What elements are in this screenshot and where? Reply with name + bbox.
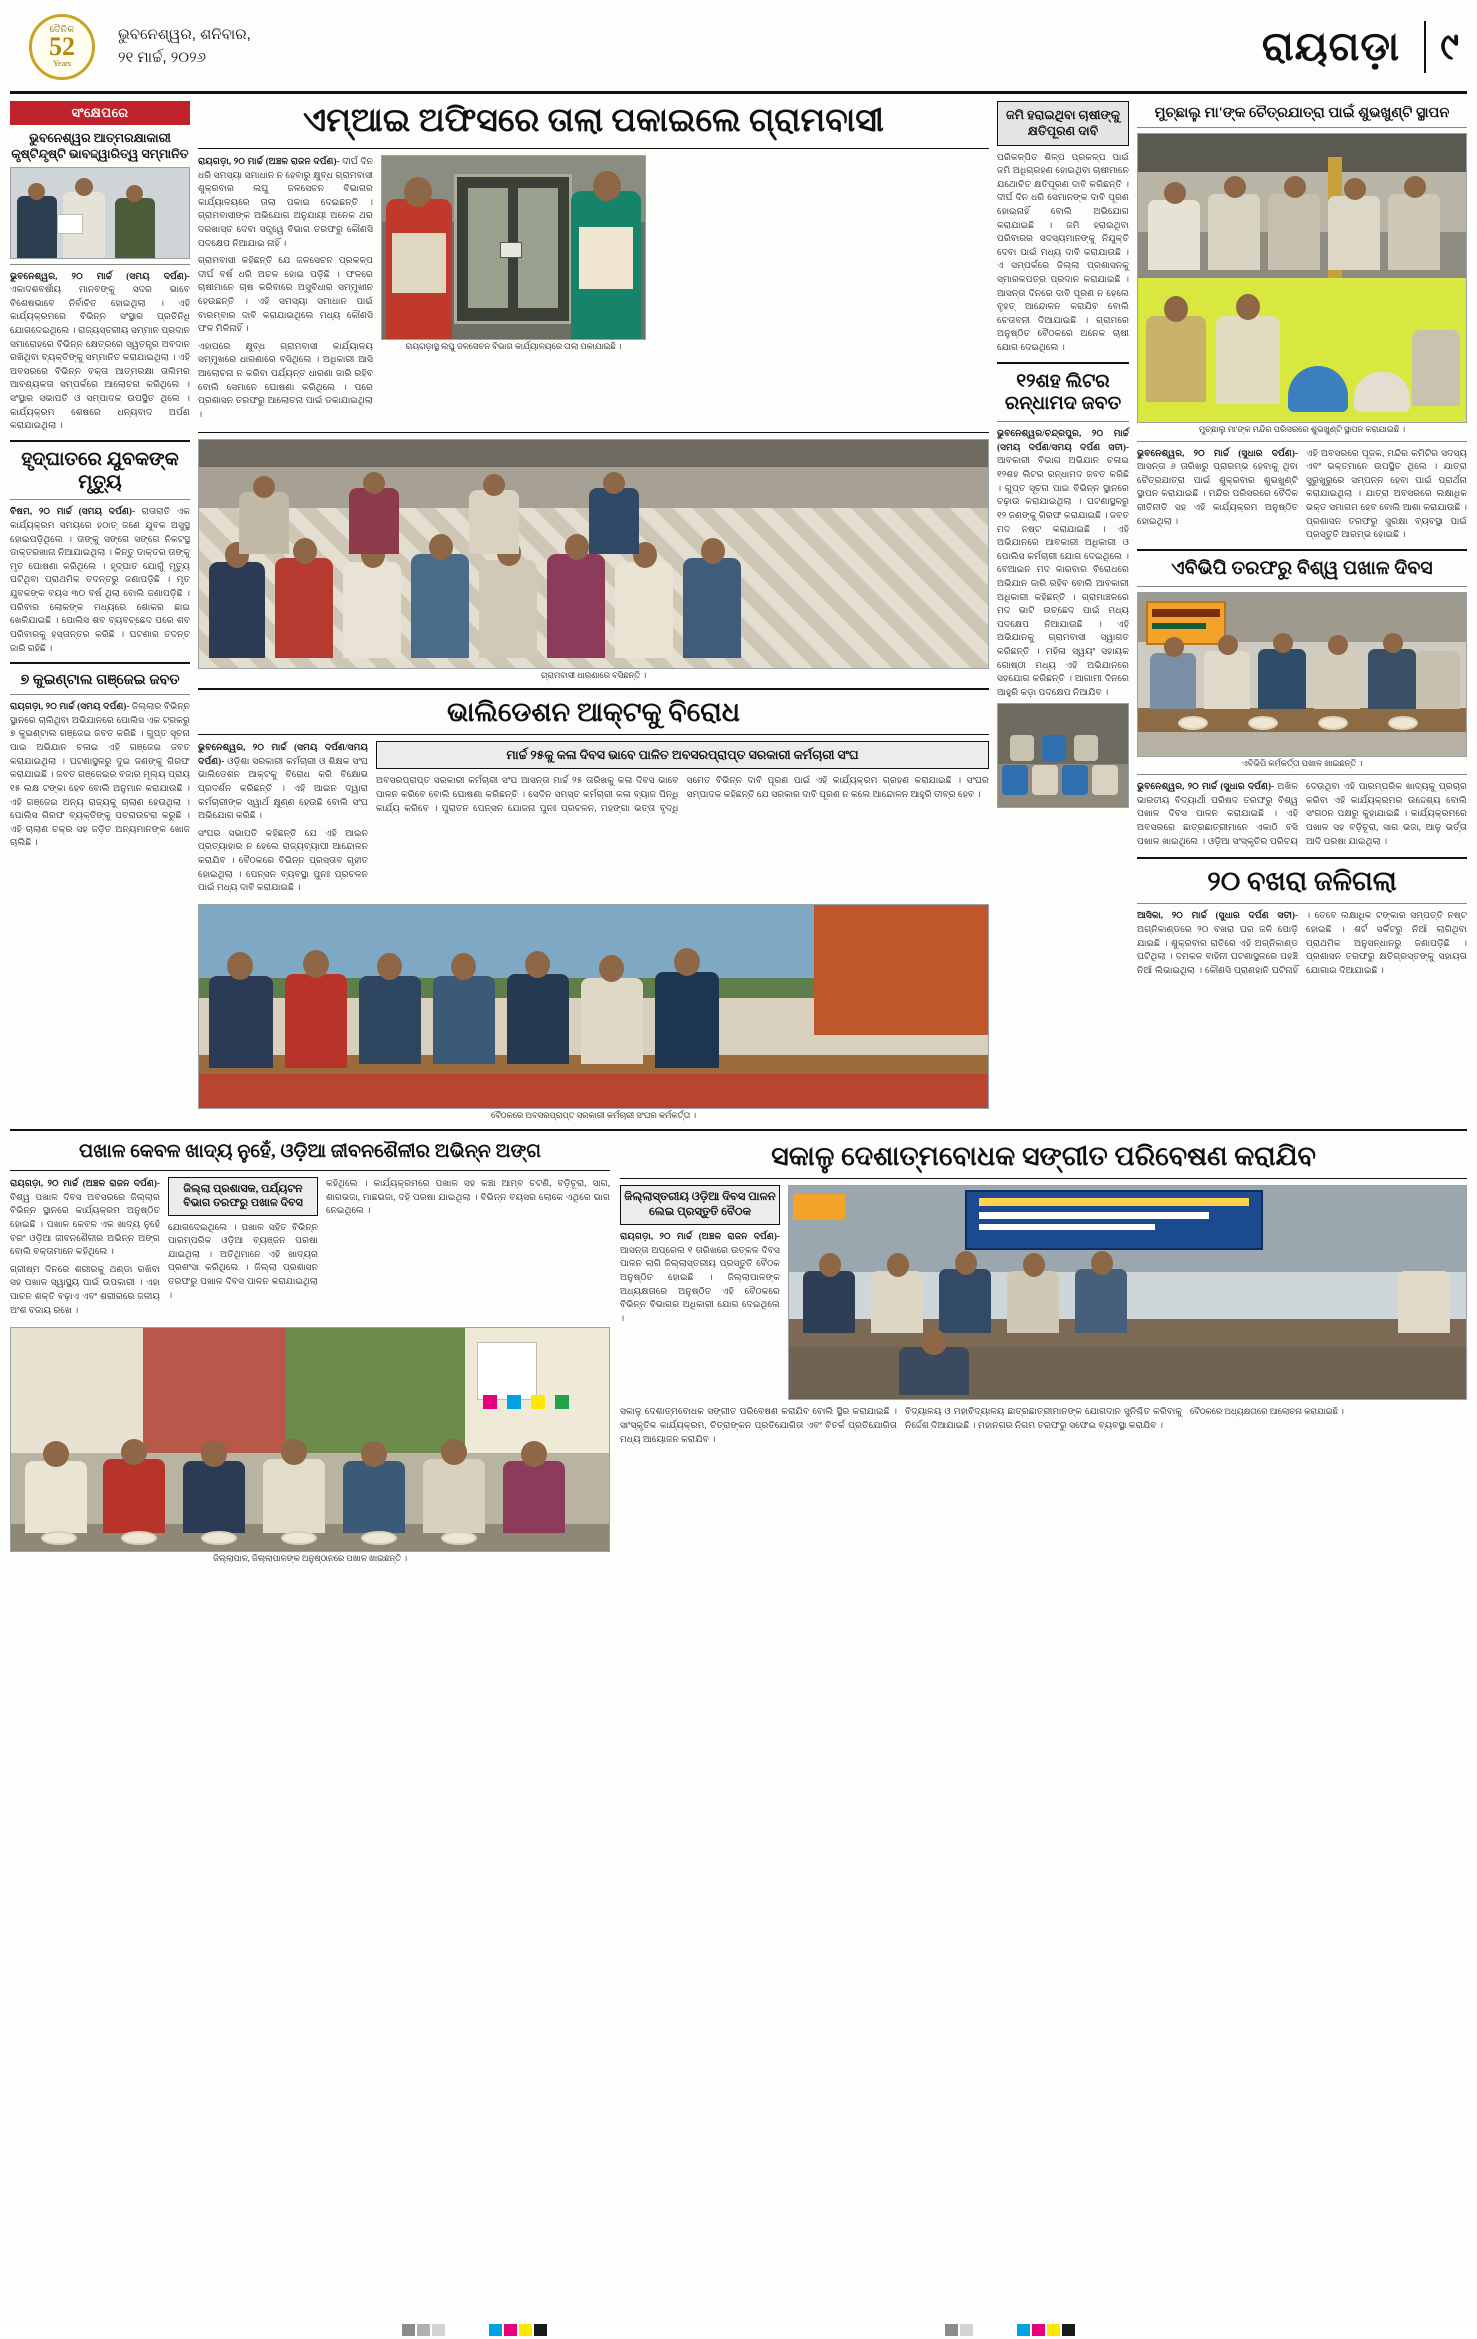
logo-years-label: Years [53,59,71,68]
color-swatch [417,2324,430,2336]
page-number: ୯ [1440,25,1459,68]
right-column [1137,101,1467,1121]
collector-pakhala-body: ଯୋଗଦେଇଥିଲେ । ପଖାଳ ସହିତ ବିଭିନ୍ନ ପାରମ୍ପରିକ ଓଡ଼ିଆ ବ୍ୟଞ୍ଜନ ପରଷା ଯାଇଥିଲା । ଅତିଥିମାନେ ଏହି ଖାଦ୍ୟର ପ୍ରଶଂସା କରିଥିଲେ । ଜିଲ୍ଲା ପ୍ରଶାସନ ତରଫରୁ ପଖାଳ ଦିବସ ପାଳନ କରାଯାଇଥିଲା । [168,1221,318,1300]
pakhala-feature [10,1138,610,1564]
lead-headline: ଏମ୍‌ଆଇ ଅଫିସରେ ତାଲା ପକାଇଲେ ଗ୍ରାମବାସୀ [303,103,884,139]
validation-photo-caption: ବୈଠକରେ ଅବସରପ୍ରାପ୍ତ ସରକାରୀ କର୍ମଚାରୀ ସଂଘର କର୍ମକର୍ତ୍ତା । [491,1110,696,1120]
utkal-divas-headline: ସକାଳୁ ଦେଶାତ୍ମବୋଧକ ସଙ୍ଗୀତ ପରିବେଷଣ କରାଯିବ [771,1141,1316,1172]
lead-photo-caption-1: ରାୟଗଡ଼ାସ୍ଥ ଲଘୁ ଜଳସେଚନ ବିଭାଗ କାର୍ଯ୍ୟାଳୟରେ ତାଲା ପକାଯାଇଛି । [405,341,622,351]
fire-headline: ୨୦ ବଖରା ଜଳିଗଲା [1207,866,1397,897]
chaitra-yatra-body: ଭୁବନେଶ୍ୱର, ୨୦ ମାର୍ଚ୍ଚ (ସୁଧାର ଦର୍ପଣ)- ଆସନ୍ତା ୬ ତାରିଖରୁ ପ୍ରାରମ୍ଭ ହେବାକୁ ଥିବା ଚୈତ୍ରଯାତ୍ରା ପାଇଁ ଶୁକ୍ରବାର ଶୁଭଖୁଣ୍ଟି ସ୍ଥାପନ କରାଯାଇଛି । ମନ୍ଦିର ପରିସରରେ ବୈଦିକ ରୀତିନୀତି ସହ ଏହି କାର୍ଯ୍ୟକ୍ରମ ଅନୁଷ୍ଠିତ ହୋଇଥିଲା । ଏହି ଅବସରରେ ପୂଜକ, ମନ୍ଦିର କମିଟିର ସଦସ୍ୟ ଏବଂ ଭକ୍ତମାନେ ଉପସ୍ଥିତ ଥିଲେ । ଯାତ୍ରା ସୁରୁଖୁରୁରେ ସମ୍ପନ୍ନ ହେବା ପାଇଁ ପ୍ରାର୍ଥନା କରାଯାଇଥିଲା । ଯାତ୍ରା ଅବସରରେ ଲକ୍ଷାଧିକ ଭକ୍ତ ସମାଗମ ହେବ ବୋଲି ଆଶା କରାଯାଉଛି । ପ୍ରଶାସନ ତରଫରୁ ସୁରକ୍ଷା ବ୍ୟବସ୍ଥା ପାଇଁ ପ୍ରସ୍ତୁତି ଆରମ୍ଭ ହୋଇଛି । [1137,447,1467,540]
left-sidebar-column [10,101,190,1121]
color-swatch [504,2324,517,2336]
masthead-place-date-line1: ଭୁବନେଶ୍ୱର, ଶନିବାର, [118,26,251,43]
pakhala-feature-photo [10,1327,610,1552]
liquor-headline: ୧୨ଶହ ଲିଟର ରନ୍ଧାମଦ ଜବତ [1004,370,1122,415]
pakhala-feature-caption: ଜିଲ୍ଲାପାଳ, ଜିଲ୍ଲାପାଳଙ୍କ ଅନୁଷ୍ଠାନରେ ପଖାଳ ଖାଇଛନ୍ତି । [213,1554,407,1564]
publication-logo [10,12,114,82]
pakhala-day-body: ଭୁବନେଶ୍ୱର, ୨୦ ମାର୍ଚ୍ଚ (ସୁଧାର ଦର୍ପଣ)- ଅଖିଳ ଭାରତୀୟ ବିଦ୍ୟାର୍ଥୀ ପରିଷଦ ତରଫରୁ ବିଶ୍ୱ ପଖାଳ ଦିବସ ପାଳନ କରାଯାଇଛି । ଏହି ଅବସରରେ ଛାତ୍ରଛାତ୍ରୀମାନେ ଏକାଠି ବସି ପଖାଳ ଖାଇଥିଲେ । ଓଡ଼ିଆ ସଂସ୍କୃତିର ପରିଚୟ ଦେଉଥିବା ଏହି ପାରମ୍ପରିକ ଖାଦ୍ୟକୁ ପ୍ରଚାର କରିବା ଏହି କାର୍ଯ୍ୟକ୍ରମର ଉଦ୍ଦେଶ୍ୟ ବୋଲି ସଂଗଠନ ପକ୍ଷରୁ କୁହାଯାଇଛି । କାର୍ଯ୍ୟକ୍ରମରେ ପଖାଳ ସହ ବଡ଼ିଚୂରା, ସାଗ ଭଜା, ଆଳୁ ଭର୍ତ୍ତା ଆଦି ପରଷା ଯାଇଥିଲା । [1137,781,1467,846]
utkal-divas-box [620,1185,780,1225]
color-swatch [1017,2324,1030,2336]
chaitra-yatra-photo [1137,133,1467,423]
print-registration-bar [0,2321,1477,2339]
fire-body: ଆସିକା, ୨୦ ମାର୍ଚ୍ଚ (ସୁଧାର ଦର୍ପଣ ସତୀ)- ଅଗ୍ନିକାଣ୍ଡରେ ୨୦ ବଖରା ଘର ଜଳି ପୋଡ଼ି ଯାଇଛି । ଶୁକ୍ରବାର ରାତିରେ ଏହି ଅଗ୍ନିକାଣ୍ଡ ଘଟିଥିଲା । ଦମକଳ ବାହିନୀ ଘଟଣାସ୍ଥଳରେ ପହଞ୍ଚି ନିଆଁ ଲିଭାଇଥିଲା । କୌଣସି ପ୍ରାଣହାନି ଘଟିନାହିଁ । ତେବେ ଲକ୍ଷାଧିକ ଟଙ୍କାର ସମ୍ପତ୍ତି ନଷ୍ଟ ହୋଇଛି । ଶର୍ଟ ସର୍କିଟରୁ ନିଆଁ ଲାଗିଥିବା ପ୍ରାଥମିକ ଅନୁସନ୍ଧାନରୁ ଜଣାପଡ଼ିଛି । ପ୍ରଶାସନ ତରଫରୁ କ୍ଷତିଗ୍ରସ୍ତଙ୍କୁ ସହାୟତା ଯୋଗାଇ ଦିଆଯାଇଛି । [1137,910,1467,975]
ganja-seizure-headline: ୭ କୁଇଣ୍ଟାଲ ଗଞ୍ଜେଇ ଜବତ [20,672,180,689]
validation-headline: ଭାଲିଡେଶନ ଆକ୍ଟକୁ ବିରୋଧ [446,697,741,728]
collector-pakhala-box [168,1177,318,1216]
main-columns [198,101,989,1121]
color-swatch [1047,2324,1060,2336]
chaitra-yatra-headline: ମୁଚ୍ଛାଲୁ ମା'ଙ୍କ ଚୈତ୍ରଯାତ୍ରା ପାଇଁ ଶୁଭଖୁଣ୍ଟି ସ୍ଥାପନ [1154,105,1450,121]
utkal-divas-body-col2: ସକାଳୁ ଦେଶାତ୍ମବୋଧକ ସଙ୍ଗୀତ ପରିବେଷଣ କରାଯିବ ବୋଲି ସ୍ଥିର କରାଯାଇଛି । ସାଂସ୍କୃତିକ କାର୍ଯ୍ୟକ୍ରମ, ଚିତ୍ରାଙ୍କନ ପ୍ରତିଯୋଗିତା ଏବଂ ବିତର୍କ ପ୍ରତିଯୋଗିତା ମଧ୍ୟ ଆୟୋଜନ କରାଯିବ । [620,1406,897,1444]
color-swatch [534,2324,547,2336]
briefs-section-tag: ସଂକ୍ଷେପରେ [10,101,190,125]
brief-photo [10,167,190,259]
ganja-seizure-body: ରାୟଗଡ଼ା, ୨୦ ମାର୍ଚ୍ଚ (ସମୟ ଦର୍ପଣ)- ଜିଲ୍ଲାର ବିଭିନ୍ନ ସ୍ଥାନରେ ଚାଲିଥିବା ଅଭିଯାନରେ ପୋଲିସ ଏକ ଟ୍ରକରୁ ୭ କୁଇଣ୍ଟାଲ ଗଞ୍ଜେଇ ଜବତ କରିଛି । ଗୁପ୍ତ ସୂଚନା ପାଇ ଅଭିଯାନ ଚଳାଇ ଏହି ଗଞ୍ଜେଇ ଜବତ କରାଯାଇଥିଲା । ଘଟଣାସ୍ଥଳରୁ ଦୁଇ ଜଣଙ୍କୁ ଗିରଫ କରାଯାଇଛି । ଜବତ ଗଞ୍ଜେଇର ବଜାର ମୂଲ୍ୟ ପ୍ରାୟ ୧୫ ଲକ୍ଷ ଟଙ୍କା ହେବ ବୋଲି ଅନୁମାନ କରାଯାଉଛି । ଏହି ଗଞ୍ଜେଇ ଅନ୍ୟ ରାଜ୍ୟକୁ ଚାଲାଣ ହେଉଥିଲା । ପୋଲିସ ଗିରଫ ବ୍ୟକ୍ତିଙ୍କୁ ପଚରାଉଚରା କରୁଛି । ଏହି ଚାଲାଣ ଚକ୍ର ସହ ଜଡ଼ିତ ଅନ୍ୟମାନଙ୍କ ଖୋଜ ଚାଲିଛି । [10,701,191,848]
march-blackday-headline: ମାର୍ଚ୍ଚ ୨୫କୁ କଳା ଦିବସ ଭାବେ ପାଳିତ ଅବସରପ୍ରାପ୍ତ ସରକାରୀ କର୍ମଚାରୀ ସଂଘ [506,748,859,763]
bottom-section [10,1138,1467,1564]
masthead [10,8,1467,94]
lead-story [198,103,989,426]
color-swatch [945,2324,958,2336]
masthead-divider [1424,21,1426,73]
edition-name: ରାୟଗଡ଼ା [1261,24,1401,69]
pakhala-day-headline: ଏବିଭିପି ତରଫରୁ ବିଶ୍ୱ ପଖାଳ ଦିବସ [1171,557,1433,579]
utkal-divas-body-col1: ରାୟଗଡ଼ା, ୨୦ ମାର୍ଚ୍ଚ (ଅଞ୍ଚଳ ରାଜନ ଦର୍ପଣ)- ଆସନ୍ତା ଅପ୍ରେଲ ୧ ତାରିଖରେ ଉତ୍କଳ ଦିବସ ପାଳନ ଲାଗି ଜିଲ୍ଲାସ୍ତରୀୟ ପ୍ରସ୍ତୁତି ବୈଠକ ଅନୁଷ୍ଠିତ ହୋଇଛି । ଜିଲ୍ଲାପାଳଙ୍କ ଅଧ୍ୟକ୍ଷତାରେ ଅନୁଷ୍ଠିତ ଏହି ବୈଠକରେ ବିଭିନ୍ନ ବିଭାଗର ଅଧିକାରୀ ଯୋଗ ଦେଇଥିଲେ । [620,1231,780,1323]
pakhala-day-caption: ଏବିଭିପି କର୍ମକର୍ତ୍ତା ପଖାଳ ଖାଇଛନ୍ତି । [1241,758,1363,768]
brief-body: ଭୁବନେଶ୍ୱର, ୨୦ ମାର୍ଚ୍ଚ (ସମୟ ଦର୍ପଣ)- ଏକାଦଶବର୍ଷୀୟ ମାନବଙ୍କୁ ସଦର ଭାବେ ବିଶେଷଭାବେ ନିର୍ବାଚିତ ହୋଇଥିଲା । ଏହି କାର୍ଯ୍ୟକ୍ରମରେ ବିଭିନ୍ନ ସଂସ୍ଥାର ପ୍ରତିନିଧି ଯୋଗଦେଇଥିଲେ । ରାଜ୍ୟସ୍ତରୀୟ ସମ୍ମାନ ପ୍ରଦାନ ସମାରୋହରେ ବିଭିନ୍ନ କ୍ଷେତ୍ରରେ ସ୍ୱତନ୍ତ୍ର ଅବଦାନ ରଖିଥିବା ବ୍ୟକ୍ତିଙ୍କୁ ସମ୍ମାନିତ କରାଯାଇଥିଲା । ଏହି ଅବସରରେ ବିଭିନ୍ନ ବକ୍ତା ଆତ୍ମରକ୍ଷା ତାଲିମର ଆବଶ୍ୟକତା ସମ୍ପର୍କରେ ଆଲୋଚନା କରିଥିଲେ । ସଂସ୍ଥାର ସଭାପତି ଓ ସମ୍ପାଦକ ଉପସ୍ଥିତ ଥିଲେ । କାର୍ଯ୍ୟକ୍ରମ ଶେଷରେ ଧନ୍ୟବାଦ ଅର୍ପଣ କରାଯାଇଥିଲା । [10,270,190,431]
lead-photo-protest-group [198,439,989,669]
chaitra-yatra-caption: ମୁଚ୍ଛାଲୁ ମା'ଙ୍କ ମନ୍ଦିର ପରିସରରେ ଶୁଭଖୁଣ୍ଟି ସ୍ଥାପନ କରାଯାଇଛି । [1198,425,1406,435]
brief-headline: ଭୁବନେଶ୍ୱର ଆତ୍ମରକ୍ଷାକାରୀ କୃଷ୍ଟିନ୍ଦୃଷ୍ଟି ଭାବଦ୍ଦ୍ୱାରିତ୍ୱ ସମ୍ମାନିତ [11,131,189,162]
obituary-body: ବିଷମ, ୨୦ ମାର୍ଚ୍ଚ (ସମୟ ଦର୍ପଣ)- ରାତାରାତି ଏକ କାର୍ଯ୍ୟକ୍ରମ ସମୟରେ ହଠାତ୍‌ ଜଣେ ଯୁବକ ଅସୁସ୍ଥ ହୋଇପଡ଼ିଥିଲେ । ତାଙ୍କୁ ସଙ୍ଗେ ସଙ୍ଗେ ନିକଟସ୍ଥ ଡାକ୍ତରଖାନା ନିଆଯାଇଥିଲା । କିନ୍ତୁ ଡାକ୍ତର ତାଙ୍କୁ ମୃତ ଘୋଷଣା କରିଥିଲେ । ହୃଦ୍‌ଘାତ ଯୋଗୁଁ ମୃତ୍ୟୁ ଘଟିଥିବା ପ୍ରାଥମିକ ତଦନ୍ତରୁ ଜଣାପଡ଼ିଛି । ମୃତ ଯୁବକଙ୍କ ବୟସ ୩୦ ବର୍ଷ ଥିଲା ବୋଲି ଜଣାପଡ଼ିଛି । ପରିବାର ଲୋକଙ୍କ ମଧ୍ୟରେ ଶୋକର ଛାଇ ଖେଳିଯାଇଛି । ପୋଲିସ ଶବ ବ୍ୟବଚ୍ଛେଦ ପରେ ଶବ ପରିବାରକୁ ହସ୍ତାନ୍ତର କରିଛି । ଘଟଣାର ତଦନ୍ତ ଜାରି ରହିଛି । [10,506,190,653]
validation-body-col1: ଭୁବନେଶ୍ୱର, ୨୦ ମାର୍ଚ୍ଚ (ସମୟ ଦର୍ପଣ/ସମୟ ଦର୍ପଣ)- ଓଡ଼ିଶା ସରକାରୀ କର୍ମଚାରୀ ଓ ଶିକ୍ଷକ ସଂଘ ଭାଲିଡେଶନ ଆକ୍ଟକୁ ବିରୋଧ କରି ବିକ୍ଷୋଭ ପ୍ରଦର୍ଶନ କରିଛନ୍ତି । ଏହି ଆଇନ ଦ୍ୱାରା କର୍ମଚାରୀଙ୍କ ସ୍ୱାର୍ଥ କ୍ଷୁଣ୍ଣ ହେଉଛି ବୋଲି ସଂଘ ଅଭିଯୋଗ କରିଛି । ସଂଘର ସଭାପତି କହିଛନ୍ତି ଯେ ଏହି ଆଇନ ପ୍ରତ୍ୟାହାର ନ ହେଲେ ରାଜ୍ୟବ୍ୟାପୀ ଆନ୍ଦୋଳନ କରାଯିବ । ବୈଠକରେ ବିଭିନ୍ନ ପ୍ରସ୍ତାବ ଗୃହୀତ ହୋଇଥିଲା । ପେନ୍‌ସନ ବ୍ୟବସ୍ଥା ପୁନଃ ପ୍ରଚଳନ ପାଇଁ ମଧ୍ୟ ଦାବି କରାଯାଇଛି । [198,742,368,893]
march-blackday-body: ଅବସରପ୍ରାପ୍ତ ସରକାରୀ କର୍ମଚାରୀ ସଂଘ ଆସନ୍ତା ମାର୍ଚ୍ଚ ୨୫ ତାରିଖକୁ କଳା ଦିବସ ଭାବେ ପାଳନ କରିବେ ବୋଲି ଘୋଷଣା କରିଛନ୍ତି । ସେଦିନ ସମସ୍ତ କର୍ମଚାରୀ କଳା ବ୍ୟାଜ ପିନ୍ଧି କାର୍ଯ୍ୟ କରିବେ । ପୁରାତନ ପେନ୍‌ସନ ଯୋଜନା ପୁନଃ ପ୍ରଚଳନ, ମହଙ୍ଗା ଭତ୍ତା ବୃଦ୍ଧି ସମେତ ବିଭିନ୍ନ ଦାବି ପୂରଣ ପାଇଁ ଏହି କାର୍ଯ୍ୟକ୍ରମ ଗ୍ରହଣ କରାଯାଇଛି । ସଂଘର ସମ୍ପାଦକ କହିଛନ୍ତି ଯେ ସରକାର ଦାବି ପୂରଣ ନ କଲେ ଆନ୍ଦୋଳନ ଆହୁରି ତୀବ୍ର ହେବ । [376,775,989,813]
utkal-divas-body-col3: ବିଦ୍ୟାଳୟ ଓ ମହାବିଦ୍ୟାଳୟ ଛାତ୍ରଛାତ୍ରୀମାନଙ୍କ ଯୋଗଦାନ ସୁନିଶ୍ଚିତ କରିବାକୁ ନିର୍ଦ୍ଦେଶ ଦିଆଯାଇଛି । ମହାନଗର ନିଗମ ତରଫରୁ ସଫେଇ ବ୍ୟବସ୍ଥା କରାଯିବ । [905,1406,1182,1430]
pakhala-day-photo [1137,592,1467,757]
land-compensation-body: ପରିକଳ୍ପିତ ଶିଳ୍ପ ପ୍ରକଳ୍ପ ପାଇଁ ଜମି ଅଧିଗ୍ରହଣ ହୋଇଥିବା ଚାଷୀମାନେ ଯଥୋଚିତ କ୍ଷତିପୂରଣ ଦାବି କରିଛନ୍ତି । ଦୀର୍ଘ ଦିନ ଧରି ସେମାନଙ୍କ ଦାବି ପୂରଣ ହୋଇନାହିଁ ବୋଲି ଅଭିଯୋଗ କରାଯାଇଛି । ଜମି ହରାଇଥିବା ପରିବାରର ସଦସ୍ୟମାନଙ୍କୁ ନିଯୁକ୍ତି ଦେବା ପାଇଁ ମଧ୍ୟ ଦାବି କରାଯାଉଛି । ଏ ସମ୍ପର୍କରେ ଜିଲ୍ଲା ପ୍ରଶାସନକୁ ସ୍ମାରକପତ୍ର ପ୍ରଦାନ କରାଯାଇଛି । ଆସନ୍ତା ଦିନରେ ଦାବି ପୂରଣ ନ ହେଲେ ବୃହତ୍‌ ଆନ୍ଦୋଳନ କରାଯିବ ବୋଲି ଚେତାବନୀ ଦିଆଯାଇଛି । ଗ୍ରାମରେ ଅନୁଷ୍ଠିତ ବୈଠକରେ ଅନେକ ଚାଷୀ ଯୋଗ ଦେଇଥିଲେ । [997,151,1129,353]
pakhala-feature-body-col1: ରାୟଗଡ଼ା, ୨୦ ମାର୍ଚ୍ଚ (ଅଞ୍ଚଳ ରାଜନ ଦର୍ପଣ)- ବିଶ୍ୱ ପଖାଳ ଦିବସ ଅବସରରେ ଜିଲ୍ଲାର ବିଭିନ୍ନ ସ୍ଥାନରେ କାର୍ଯ୍ୟକ୍ରମ ଅନୁଷ୍ଠିତ ହୋଇଛି । ପଖାଳ କେବଳ ଏକ ଖାଦ୍ୟ ନୁହେଁ ବରଂ ଓଡ଼ିଆ ଜୀବନଶୈଳୀର ଅଭିନ୍ନ ଅଙ୍ଗ ବୋଲି ବକ୍ତାମାନେ କହିଥିଲେ । ଗ୍ରୀଷ୍ମ ଦିନରେ ଶରୀରକୁ ଥଣ୍ଡା ରଖିବା ସହ ପଖାଳ ସ୍ୱାସ୍ଥ୍ୟ ପାଇଁ ଉପକାରୀ । ଏହା ପାଚନ ଶକ୍ତି ବଢ଼ାଏ ଏବଂ ଶରୀରରେ ଜଳୀୟ ଅଂଶ ବଜାୟ ରଖେ । [10,1178,160,1315]
land-compensation-headline: ଜମି ହରାଇଥିବା ଚାଷୀଙ୍କୁ କ୍ଷତିପୂରଣ ଦାବି [1005,108,1121,139]
lead-body-col1: ରାୟଗଡ଼ା, ୨୦ ମାର୍ଚ୍ଚ (ଅଞ୍ଚଳ ରାଜନ ଦର୍ପଣ)- ଦୀର୍ଘ ଦିନ ଧରି ସମସ୍ୟା ସମାଧାନ ନ ହେବାରୁ କ୍ଷୁବ୍ଧ ଗ୍ରାମବାସୀ ଶୁକ୍ରବାର ଲଘୁ ଜଳସେଚନ ବିଭାଗର କାର୍ଯ୍ୟାଳୟରେ ତାଲା ପକାଇ ଦେଇଛନ୍ତି । ଗ୍ରାମବାସୀଙ୍କ ଅଭିଯୋଗ ଅନୁଯାୟୀ ଅନେକ ଥର ଦରଖାସ୍ତ ଦେବା ସତ୍ତ୍ୱେ ବିଭାଗ ତରଫରୁ କୌଣସି ପଦକ୍ଷେପ ନିଆଯାଇ ନାହିଁ । ଗ୍ରାମବାସୀ କହିଛନ୍ତି ଯେ ଜଳସେଚନ ପ୍ରକଳ୍ପ ଦୀର୍ଘ ବର୍ଷ ଧରି ଅଚଳ ହୋଇ ପଡ଼ିଛି । ଫଳରେ ଚାଷୀମାନେ ଚାଷ କରିବାରେ ଅସୁବିଧାର ସମ୍ମୁଖୀନ ହେଉଛନ୍ତି । ଏହି ସମସ୍ୟା ସମାଧାନ ପାଇଁ ବାରମ୍ବାର ଦାବି କରାଯାଇଥିଲେ ମଧ୍ୟ କୌଣସି ଫଳ ମିଳିନାହିଁ । ଏହାପରେ କ୍ଷୁବ୍ଧ ଗ୍ରାମବାସୀ କାର୍ଯ୍ୟାଳୟ ସମ୍ମୁଖରେ ଧାରଣାରେ ବସିଥିଲେ । ଅଧିକାରୀ ଆସି ଆଲୋଚନା ନ କରିବା ପର୍ଯ୍ୟନ୍ତ ଧାରଣା ଜାରି ରହିବ ବୋଲି ସେମାନେ ଘୋଷଣା କରିଥିଲେ । ପରେ ପ୍ରଶାସନ ତରଫରୁ ଆଲୋଚନା ପାଇଁ ଡକାଯାଇଥିଲା । [198,155,373,419]
color-swatch [402,2324,415,2336]
liquor-column [997,101,1129,1121]
lead-photo-office-lock [381,155,646,340]
liquor-photo-seized-pots [997,703,1129,808]
utkal-divas-photo-meeting [788,1185,1467,1400]
march-blackday-box [376,741,989,769]
page-body [10,101,1467,1121]
collector-pakhala-headline: ଜିଲ୍ଲା ପ୍ରଶାସକ, ପର୍ଯ୍ୟଟନ ବିଭାଗ ତରଫରୁ ପଖାଳ ଦିବସ [183,1183,303,1210]
color-swatch [519,2324,532,2336]
utkal-divas-photo-caption: ବୈଠକରେ ଅଧ୍ୟକ୍ଷତାରେ ଆଲୋଚନା କରାଯାଇଛି । [1190,1407,1344,1417]
pakhala-feature-body-col3: କହିଥିଲେ । କାର୍ଯ୍ୟକ୍ରମରେ ପଖାଳ ସହ କଞ୍ଚା ଆମ୍ବ ଚଟଣି, ବଡ଼ିଚୂରା, ସାଗ, ଶାଗଭଜା, ମାଛଭଜା, ଦହି ପରଷା ଯାଇଥିଲା । ବିଭିନ୍ନ ବୟସର ଲୋକେ ଏଥିରେ ଭାଗ ନେଇଥିଲେ । [326,1178,610,1216]
logo-top-text: ଦୈନିକ [49,24,75,34]
logo-years-number: 52 [49,32,75,61]
color-swatch [432,2324,445,2336]
obituary-headline: ହୃଦ୍‌ଘାତରେ ଯୁବକଙ୍କ ମୃତ୍ୟୁ [21,448,179,493]
utkal-divas-story [620,1138,1467,1564]
validation-story [198,697,989,899]
utkal-divas-box-headline: ଜିଲ୍ଲାସ୍ତରୀୟ ଓଡ଼ିଆ ଦିବସ ପାଳନ ଲେଇ ପ୍ରସ୍ତୁତି ବୈଠକ [624,1191,776,1219]
land-compensation-box [997,101,1129,146]
lead-photo-caption-2: ଗ୍ରାମବାସୀ ଧାରଣାରେ ବସିଛନ୍ତି । [540,670,647,680]
color-swatch [1062,2324,1075,2336]
color-swatch [1032,2324,1045,2336]
liquor-body: ଭୁବନେଶ୍ୱର/ଚନ୍ଦ୍ରପୁର, ୨୦ ମାର୍ଚ୍ଚ (ସମୟ ଦର୍ପଣ/ସମୟ ଦର୍ପଣ ସତୀ)- ଆବକାରୀ ବିଭାଗ ଅଭିଯାନ ଚଳାଇ ୧୨ଶହ ଲିଟର ରନ୍ଧାମଦ ଜବତ କରିଛି । ଗୁପ୍ତ ସୂଚନା ପାଇ ବିଭିନ୍ନ ସ୍ଥାନରେ ଚଢ଼ାଉ କରାଯାଇଥିଲା । ଘଟଣାସ୍ଥଳରୁ ୧୨ ଜଣଙ୍କୁ ଗିରଫ କରାଯାଇଛି । ଜବତ ମଦ ନଷ୍ଟ କରାଯାଇଛି । ଏହି ଅଭିଯାନରେ ଆବକାରୀ ଅଧିକାରୀ ଓ ପୋଲିସ କର୍ମଚାରୀ ଯୋଗ ଦେଇଥିଲେ । ବେଆଇନ ମଦ କାରବାର ବିରୋଧରେ ଅଭିଯାନ ଜାରି ରହିବ ବୋଲି ଆବକାରୀ ଅଧିକାରୀ କହିଛନ୍ତି । ଗ୍ରାମାଞ୍ଚଳରେ ମଦ ଭାଟି ଉଚ୍ଛେଦ ପାଇଁ ମଧ୍ୟ ପଦକ୍ଷେପ ନିଆଯାଉଛି । ଏହି ଅଭିଯାନକୁ ଗ୍ରାମବାସୀ ସ୍ୱାଗତ କରିଛନ୍ତି । ମହିଳା ସ୍ୱୟଂ ସହାୟକ ଗୋଷ୍ଠୀ ମଧ୍ୟ ଏହି ଅଭିଯାନରେ ସହଯୋଗ କରିଛନ୍ତି । ଆଗାମୀ ଦିନରେ ଆହୁରି କଡ଼ା ପଦକ୍ଷେପ ନିଆଯିବ । [997,428,1129,697]
masthead-place-date-line2: ୨୧ ମାର୍ଚ୍ଚ, ୨୦୨୬ [118,48,206,66]
color-swatch [489,2324,502,2336]
pakhala-feature-headline: ପଖାଳ କେବଳ ଖାଦ୍ୟ ନୁହେଁ, ଓଡ଼ିଆ ଜୀବନଶୈଳୀର ଅଭିନ୍ନ ଅଙ୍ଗ [79,1141,541,1163]
validation-photo-meeting [198,904,989,1109]
color-swatch [960,2324,973,2336]
masthead-dateline [114,24,251,69]
